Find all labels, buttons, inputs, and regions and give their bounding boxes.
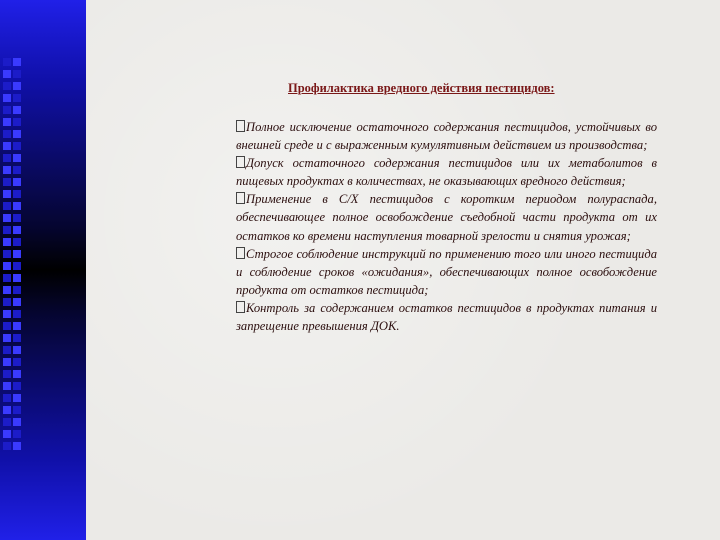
- decorative-square: [13, 166, 21, 174]
- decorative-square-row: [3, 346, 25, 354]
- decorative-square: [13, 70, 21, 78]
- decorative-square: [13, 190, 21, 198]
- decorative-square: [3, 286, 11, 294]
- decorative-square: [13, 94, 21, 102]
- decorative-square-row: [3, 94, 25, 102]
- decorative-square: [3, 394, 11, 402]
- decorative-square-row: [3, 310, 25, 318]
- decorative-square: [13, 322, 21, 330]
- decorative-square: [13, 370, 21, 378]
- decorative-square: [3, 274, 11, 282]
- decorative-square: [3, 202, 11, 210]
- decorative-square: [13, 58, 21, 66]
- decorative-square: [3, 166, 11, 174]
- decorative-squares: [3, 58, 25, 454]
- decorative-square: [13, 130, 21, 138]
- decorative-square: [3, 94, 11, 102]
- decorative-square: [3, 346, 11, 354]
- missing-glyph-box-icon: [236, 301, 245, 313]
- decorative-square-row: [3, 322, 25, 330]
- decorative-square-row: [3, 142, 25, 150]
- list-item: [236, 245, 657, 299]
- decorative-square: [3, 334, 11, 342]
- decorative-square-row: [3, 430, 25, 438]
- decorative-square: [13, 346, 21, 354]
- decorative-square-row: [3, 370, 25, 378]
- decorative-square: [13, 178, 21, 186]
- decorative-square: [3, 382, 11, 390]
- decorative-square: [13, 106, 21, 114]
- decorative-square: [3, 442, 11, 450]
- decorative-square: [13, 310, 21, 318]
- decorative-square-row: [3, 382, 25, 390]
- decorative-square-row: [3, 394, 25, 402]
- decorative-square: [3, 406, 11, 414]
- decorative-square: [3, 82, 11, 90]
- decorative-square: [13, 406, 21, 414]
- decorative-square-row: [3, 202, 25, 210]
- list-item-text: Допуск остаточного содержания пестицидов или их метаболитов в пищевых продуктах в количествах, не оказывающих вредного действия;: [236, 156, 657, 189]
- decorative-square-row: [3, 178, 25, 186]
- decorative-square-row: [3, 82, 25, 90]
- decorative-square-row: [3, 190, 25, 198]
- missing-glyph-box-icon: [236, 247, 245, 259]
- decorative-square-row: [3, 226, 25, 234]
- decorative-square: [3, 70, 11, 78]
- list-item-text: Применение в С/Х пестицидов с коротким периодом полураспада, обеспечивающее полное освобождение съедобной части продукта от их остатков ко времени наступления товарной зрелости и снятия урожая;: [236, 192, 657, 243]
- decorative-square-row: [3, 118, 25, 126]
- decorative-square: [13, 394, 21, 402]
- decorative-square: [13, 286, 21, 294]
- decorative-square-row: [3, 250, 25, 258]
- decorative-square: [13, 274, 21, 282]
- decorative-square: [13, 418, 21, 426]
- list-item-text: Полное исключение остаточного содержания пестицидов, устойчивых во внешней среде и с выраженным кумулятивным действием из производства;: [236, 120, 657, 153]
- decorative-square: [3, 190, 11, 198]
- decorative-square-row: [3, 418, 25, 426]
- decorative-square: [3, 370, 11, 378]
- missing-glyph-box-icon: [236, 156, 245, 168]
- decorative-square: [13, 250, 21, 258]
- decorative-square-row: [3, 406, 25, 414]
- decorative-square-row: [3, 334, 25, 342]
- decorative-square: [13, 262, 21, 270]
- decorative-square: [13, 238, 21, 246]
- list-item-text: Контроль за содержанием остатков пестицидов в продуктах питания и запрещение превышения ДОК.: [236, 300, 657, 334]
- decorative-square: [13, 334, 21, 342]
- decorative-square-row: [3, 358, 25, 366]
- decorative-square-row: [3, 262, 25, 270]
- list-item: [236, 154, 657, 190]
- decorative-square: [13, 118, 21, 126]
- list-item: [236, 299, 657, 335]
- decorative-square: [3, 58, 11, 66]
- decorative-square-row: [3, 70, 25, 78]
- decorative-square: [3, 298, 11, 306]
- decorative-square: [13, 298, 21, 306]
- list-item: [236, 190, 657, 244]
- decorative-left-band: [0, 0, 86, 540]
- decorative-square-row: [3, 166, 25, 174]
- list-item: [236, 118, 657, 154]
- decorative-square: [13, 82, 21, 90]
- decorative-square: [13, 382, 21, 390]
- missing-glyph-box-icon: [236, 120, 245, 132]
- decorative-square: [3, 238, 11, 246]
- decorative-square-row: [3, 106, 25, 114]
- missing-glyph-box-icon: [236, 192, 245, 204]
- decorative-square: [3, 310, 11, 318]
- decorative-square: [3, 262, 11, 270]
- decorative-square-row: [3, 238, 25, 246]
- decorative-square-row: [3, 154, 25, 162]
- list-item-text: Строгое соблюдение инструкций по применению того или иного пестицида и соблюдение сроков «ожидания», обеспечивающих полное освобождение продукта от остатков пестицида;: [236, 246, 657, 297]
- decorative-square: [13, 358, 21, 366]
- decorative-square: [3, 130, 11, 138]
- decorative-square: [13, 154, 21, 162]
- decorative-square-row: [3, 214, 25, 222]
- decorative-square: [3, 118, 11, 126]
- decorative-square: [13, 214, 21, 222]
- decorative-square: [3, 358, 11, 366]
- decorative-square-row: [3, 58, 25, 66]
- decorative-square: [3, 142, 11, 150]
- decorative-square-row: [3, 130, 25, 138]
- decorative-square: [3, 214, 11, 222]
- slide-body: [236, 118, 657, 335]
- decorative-square: [3, 226, 11, 234]
- decorative-square: [3, 322, 11, 330]
- slide-title: Профилактика вредного действия пестицидов:: [288, 81, 555, 95]
- decorative-square-row: [3, 286, 25, 294]
- decorative-square-row: [3, 274, 25, 282]
- decorative-square: [13, 142, 21, 150]
- decorative-square: [13, 202, 21, 210]
- decorative-square: [3, 250, 11, 258]
- decorative-square: [13, 430, 21, 438]
- decorative-square-row: [3, 298, 25, 306]
- decorative-square: [3, 178, 11, 186]
- slide-content: [86, 0, 720, 540]
- decorative-square-row: [3, 442, 25, 450]
- decorative-square: [3, 418, 11, 426]
- decorative-square: [3, 154, 11, 162]
- decorative-square: [3, 430, 11, 438]
- decorative-square: [13, 442, 21, 450]
- decorative-square: [3, 106, 11, 114]
- decorative-square: [13, 226, 21, 234]
